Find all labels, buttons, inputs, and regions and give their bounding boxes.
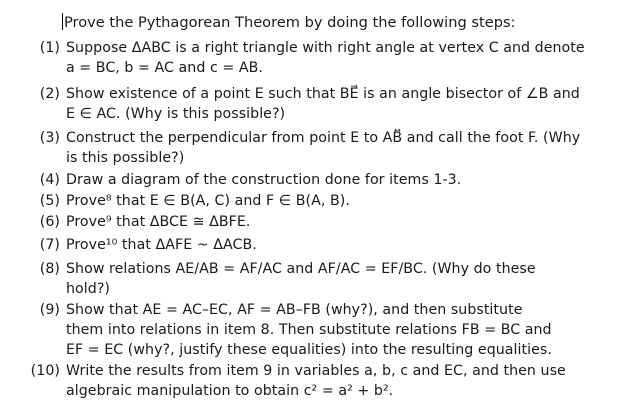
intro-text: Prove the Pythagorean Theorem by doing the following steps:	[64, 14, 516, 31]
item-line: them into relations in item 8. Then substitute relations FB = BC and	[66, 322, 552, 338]
item-line: Prove⁸ that E ∈ B(A, C) and F ∈ B(A, B).	[66, 193, 350, 209]
intro-line	[62, 13, 515, 31]
item-number: (8)	[39, 261, 60, 277]
item-line: hold?)	[66, 281, 110, 297]
item-number: (5)	[39, 193, 60, 209]
item-number: (9)	[39, 302, 60, 318]
item-number: (3)	[39, 130, 60, 146]
item-line: a = BC, b = AC and c = AB.	[66, 60, 263, 76]
item-line: Show that AE = AC–EC, AF = AB–FB (why?), and then substitute	[66, 302, 523, 318]
list-item	[26, 259, 600, 299]
item-line: Show existence of a point E such that BE⃗ is an angle bisector of ∠B and	[66, 86, 580, 102]
item-number: (4)	[39, 172, 60, 188]
list-item	[26, 212, 600, 232]
item-line: Draw a diagram of the construction done for items 1-3.	[66, 172, 462, 188]
item-line: EF = EC (why?, justify these equalities) into the resulting equalities.	[66, 342, 552, 358]
item-line: Prove⁹ that ΔBCE ≅ ΔBFE.	[66, 214, 251, 230]
list-item	[26, 170, 600, 190]
item-number: (10)	[30, 363, 60, 379]
item-line: Construct the perpendicular from point E to AB⃡ and call the foot F. (Why	[66, 130, 581, 146]
list-item	[26, 128, 600, 168]
item-number: (6)	[39, 214, 60, 230]
item-line: Show relations AE/AB = AF/AC and AF/AC = EF/BC. (Why do these	[66, 261, 536, 277]
list-item	[26, 84, 600, 124]
item-line: Suppose ΔABC is a right triangle with right angle at vertex C and denote	[66, 40, 585, 56]
item-line: E ∈ AC. (Why is this possible?)	[66, 106, 286, 122]
item-line: is this possible?)	[66, 150, 185, 166]
list-item	[26, 361, 600, 401]
item-line: Prove¹⁰ that ΔAFE ~ ΔACB.	[66, 237, 257, 253]
item-number: (7)	[39, 237, 60, 253]
list-item	[26, 38, 600, 78]
list-item	[26, 235, 600, 255]
list-item	[26, 300, 600, 360]
item-line: algebraic manipulation to obtain c² = a² + b².	[66, 383, 394, 399]
item-line: Write the results from item 9 in variables a, b, c and EC, and then use	[66, 363, 566, 379]
item-number: (2)	[39, 86, 60, 102]
item-number: (1)	[39, 40, 60, 56]
list-item	[26, 191, 600, 211]
text-cursor	[62, 13, 63, 30]
